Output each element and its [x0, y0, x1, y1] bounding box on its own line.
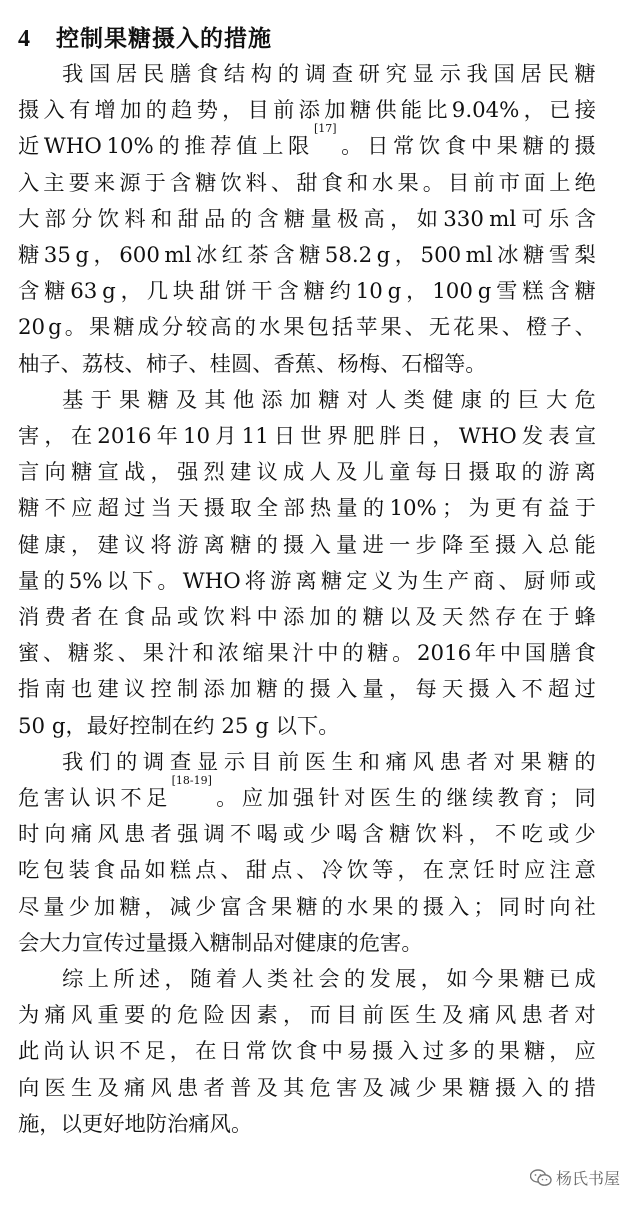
watermark-text: 杨氏书屋 [555, 1169, 620, 1188]
text-line: 入 主 要 来 源 于 含 糖 饮 料 、 甜 食 和 水 果 。 目 前 市 面 上 绝 [18, 170, 596, 196]
text-line: 会大力宣传过量摄入糖制品对健康的危害。 [18, 930, 423, 956]
text-line: 向 医 生 及 痛 风 患 者 普 及 其 危 害 及 减 少 果 糖 摄 入 的 措 [18, 1075, 596, 1101]
text-line: 为 痛 风 重 要 的 危 险 因 素 ， 而 目 前 医 生 及 痛 风 患 者 对 [18, 1003, 596, 1029]
text-line: 近 WHO 10% 的 推 荐 值 上 限 [17] 。 日 常 饮 食 中 果 糖 的 摄 [18, 122, 596, 160]
section-heading [18, 20, 628, 53]
text-line: 糖 35 g ， 600 ml 冰 红 茶 含 糖 58.2 g ， 500 ml 冰 糖 雪 梨 [18, 243, 596, 269]
paragraph [18, 383, 628, 745]
section-number: 4 [18, 26, 30, 52]
article-page [18, 20, 628, 1143]
text-line: 施，以更好地防治痛风。 [18, 1111, 253, 1137]
text-line: 摄 入 有 增 加 的 趋 势 ， 目 前 添 加 糖 供 能 比 9.04% ， 已 接 [18, 98, 596, 124]
text-line: 指 南 也 建 议 控 制 添 加 糖 的 摄 入 量 ， 每 天 摄 入 不 超 过 [18, 677, 596, 703]
watermark [530, 1166, 620, 1189]
text-line: 此 尚 认 识 不 足 ， 在 日 常 饮 食 中 易 摄 入 过 多 的 果 糖 ， 应 [18, 1039, 596, 1065]
text-line: 综 上 所 述 ， 随 着 人 类 社 会 的 发 展 ， 如 今 果 糖 已 成 [62, 967, 596, 993]
text-line: 时 向 痛 风 患 者 强 调 不 喝 或 少 喝 含 糖 饮 料 ， 不 吃 或 少 [18, 822, 596, 848]
text-line: 柚子、荔枝、柿子、桂圆、香蕉、杨梅、石榴等。 [18, 351, 487, 377]
text-line: 消 费 者 在 食 品 或 饮 料 中 添 加 的 糖 以 及 天 然 存 在 于 蜂 [18, 605, 596, 631]
text-line: 20 g 。 果 糖 成 分 较 高 的 水 果 包 括 苹 果 、 无 花 果 、 橙 子 、 [18, 315, 596, 341]
text-line: 危 害 认 识 不 足 [18-19] 。 应 加 强 针 对 医 生 的 继 续 教 育 ； 同 [18, 774, 596, 812]
section-title: 控制果糖摄入的措施 [56, 25, 272, 52]
text-line: 量 的 5% 以 下 。 WHO 将 游 离 糖 定 义 为 生 产 商 、 厨 师 或 [18, 568, 596, 594]
text-line: 我 们 的 调 查 显 示 目 前 医 生 和 痛 风 患 者 对 果 糖 的 [62, 749, 596, 775]
text-line: 基 于 果 糖 及 其 他 添 加 糖 对 人 类 健 康 的 巨 大 危 [62, 387, 596, 413]
text-line: 含 糖 63 g ， 几 块 甜 饼 干 含 糖 约 10 g ， 100 g 雪 糕 含 糖 [18, 279, 596, 305]
text-line: 50 g，最好控制在约 25 g 以下。 [18, 713, 340, 739]
text-line: 害 ， 在 2016 年 10 月 11 日 世 界 肥 胖 日 ， WHO 发 表 宣 [18, 424, 596, 450]
text-line: 言 向 糖 宣 战 ， 强 烈 建 议 成 人 及 儿 童 每 日 摄 取 的 游 离 [18, 460, 596, 486]
wechat-icon [530, 1169, 552, 1187]
text-line: 蜜 、 糖 浆 、 果 汁 和 浓 缩 果 汁 中 的 糖 。 2016 年 中 国 膳 食 [18, 641, 596, 667]
paragraph [18, 57, 628, 383]
text-line: 我 国 居 民 膳 食 结 构 的 调 查 研 究 显 示 我 国 居 民 糖 [62, 62, 596, 87]
body-text [18, 57, 628, 1143]
paragraph [18, 745, 628, 962]
text-line: 大 部 分 饮 料 和 甜 品 的 含 糖 量 极 高 ， 如 330 ml 可 乐 含 [18, 206, 596, 232]
paragraph [18, 962, 628, 1143]
text-line: 吃 包 装 食 品 如 糕 点 、 甜 点 、 冷 饮 等 ， 在 烹 饪 时 应 注 意 [18, 858, 596, 884]
text-line: 糖 不 应 超 过 当 天 摄 取 全 部 热 量 的 10% ； 为 更 有 益 于 [18, 496, 596, 522]
text-line: 尽 量 少 加 糖 ， 减 少 富 含 果 糖 的 水 果 的 摄 入 ； 同 时 向 社 [18, 894, 596, 920]
text-line: 健 康 ， 建 议 将 游 离 糖 的 摄 入 量 进 一 步 降 至 摄 入 总 能 [18, 532, 596, 558]
